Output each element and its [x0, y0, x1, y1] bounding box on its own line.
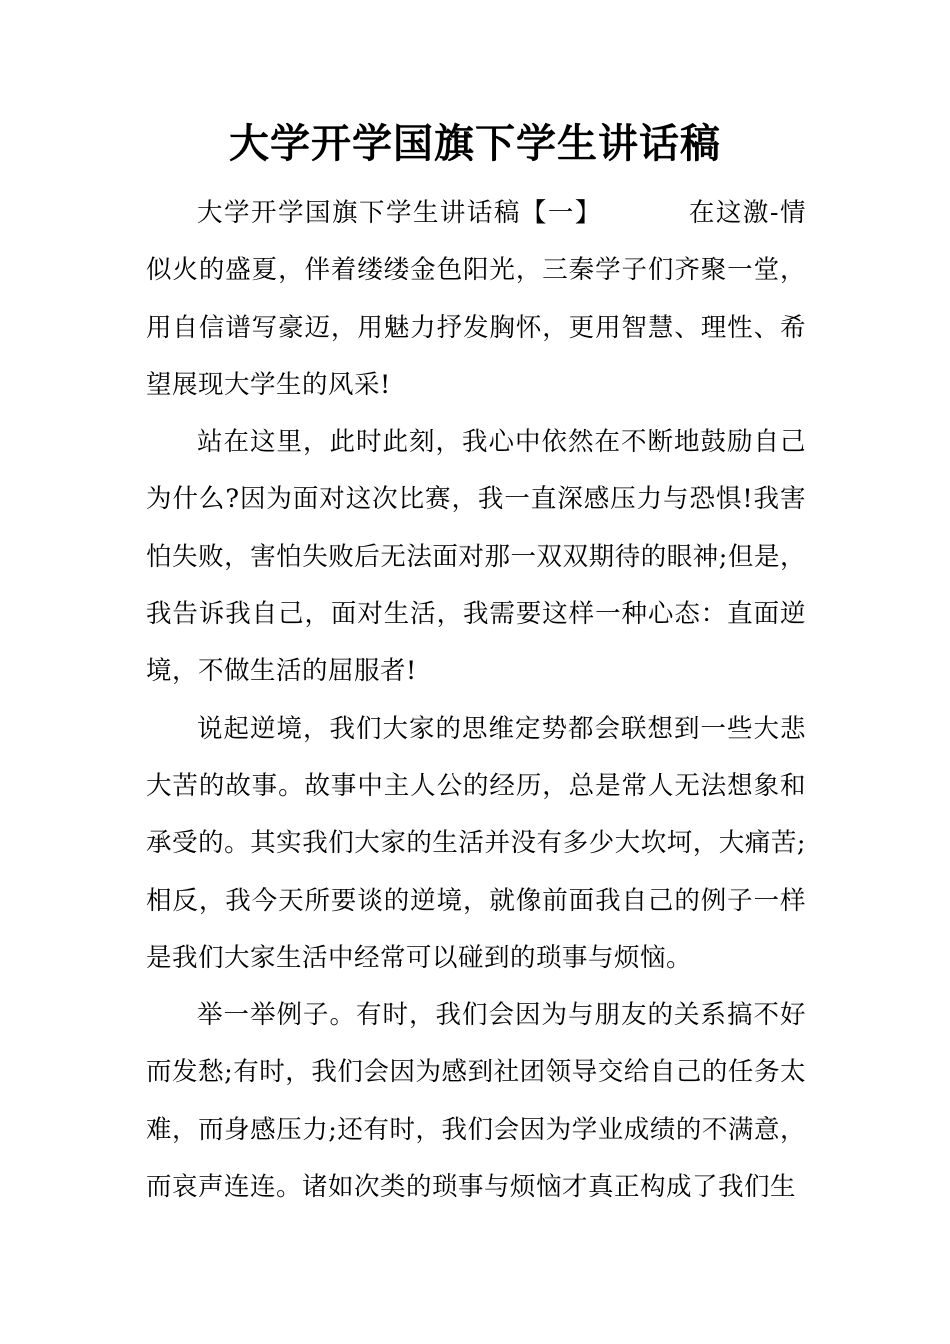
section-heading: 大学开学国旗下学生讲话稿【一】 [197, 198, 602, 228]
paragraph-text: 在这激-情似火的盛夏，伴着缕缕金色阳光，三秦学子们齐聚一堂，用自信谱写豪迈，用魅力抒发胸怀，更用智慧、理性、希望展现大学生的风采! [146, 198, 806, 400]
document-body [146, 185, 806, 1216]
paragraph-3: 说起逆境，我们大家的思维定势都会联想到一些大悲大苦的故事。故事中主人公的经历，总是常人无法想象和承受的。其实我们大家的生活并没有多少大坎坷，大痛苦;相反，我今天所要谈的逆境，就像前面我自己的例子一样是我们大家生活中经常可以碰到的琐事与烦恼。 [146, 713, 806, 973]
document-title: 大学开学国旗下学生讲话稿 [229, 121, 721, 167]
paragraph-1 [146, 185, 806, 414]
paragraph-2: 站在这里，此时此刻，我心中依然在不断地鼓励自己为什么?因为面对这次比赛，我一直深感压力与恐惧!我害怕失败，害怕失败后无法面对那一双双期待的眼神;但是，我告诉我自己，面对生活，我需要这样一种心态：直面逆境，不做生活的屈服者! [146, 427, 806, 687]
paragraph-4: 举一举例子。有时，我们会因为与朋友的关系搞不好而发愁;有时，我们会因为感到社团领导交给自己的任务太难，而身感压力;还有时，我们会因为学业成绩的不满意，而哀声连连。诸如次类的琐事与烦恼才真正构成了我们生 [146, 1000, 806, 1203]
